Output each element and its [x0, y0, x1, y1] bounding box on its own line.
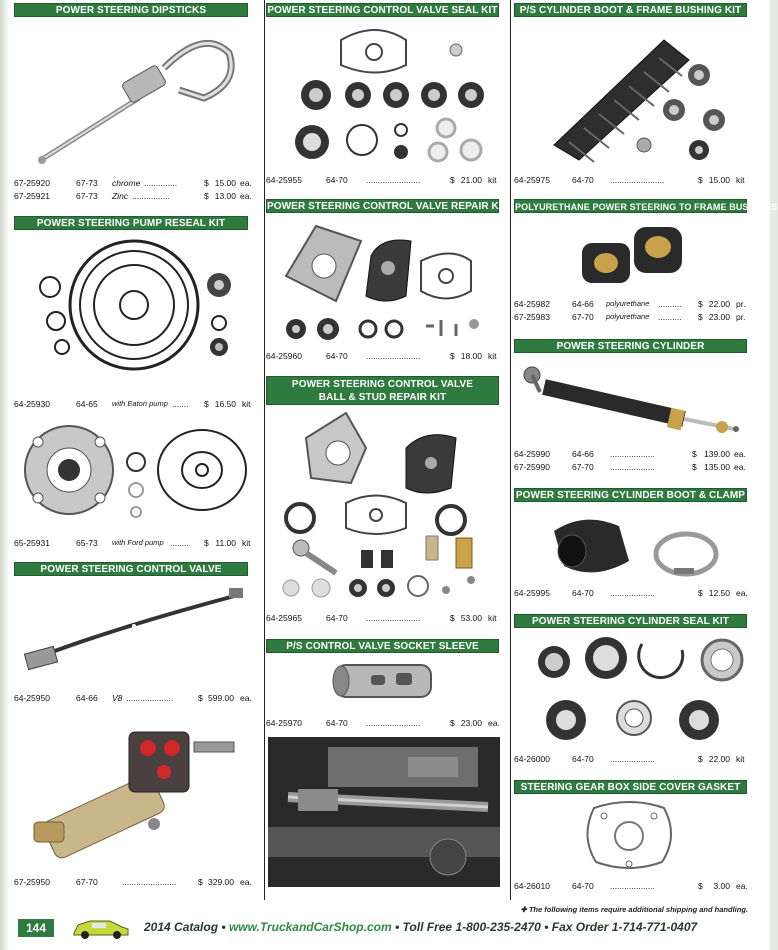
product-row: 67-25983 67-70 polyurethane .......... $ 23.00 pr. [514, 312, 746, 322]
car-logo-icon [70, 915, 132, 941]
ford-pump-reseal-image [14, 420, 254, 530]
column-divider [510, 0, 511, 900]
section-header-pump-reseal: POWER STEERING PUMP RESEAL KIT [14, 216, 248, 230]
side-cover-gasket-image [514, 796, 750, 876]
toll-free-number: 1-800-235-2470 [455, 920, 541, 934]
product-row: 64-26000 64-70 ................... $ 22.00 kit [514, 754, 745, 764]
product-row: 64-25960 64-70 ....................... $ 18.00 kit [266, 351, 497, 361]
product-row: 64-26010 64-70 ................... $ 3.00 ea. [514, 881, 748, 891]
socket-sleeve-image [266, 655, 502, 710]
section-header-valve-seal-kit: POWER STEERING CONTROL VALVE SEAL KIT [267, 5, 498, 16]
catalog-contact-line: 2014 Catalog • www.TruckandCarShop.com • Toll Free 1-800-235-2470 • Fax Order 1-714-771-0407 [144, 920, 698, 934]
product-row: 64-25982 64-66 polyurethane .......... $ 22.00 pr. [514, 299, 746, 309]
product-row: 64-25975 64-70 ....................... $ 15.00 kit [514, 175, 745, 185]
section-header-cylinder: POWER STEERING CYLINDER [514, 339, 747, 353]
product-row: 64-25970 64-70 ....................... $ 23.00 ea. [266, 718, 500, 728]
product-row: 64-25995 64-70 ................... $ 12.50 ea. [514, 588, 748, 598]
website-link[interactable]: www.TruckandCarShop.com [228, 920, 392, 934]
section-header-gasket: STEERING GEAR BOX SIDE COVER GASKET [514, 780, 747, 794]
product-row: 64-25965 64-70 ....................... $ 53.00 kit [266, 613, 497, 623]
ball-stud-kit-image [266, 408, 502, 608]
pump-reseal-kit-image [14, 235, 254, 395]
product-row: 64-25990 64-66 ................... $ 139.00 ea. [514, 449, 746, 459]
section-header-valve-repair-kit: POWER STEERING CONTROL VALVE REPAIR KIT [267, 201, 508, 212]
shipping-footnote: ✚ The following items require additional shipping and handling. [520, 905, 748, 914]
product-row: 64-25950 64-66 V8 .................... $ 599.00 ea. [14, 693, 252, 703]
product-row: 67-25950 67-70 ....................... $ 329.00 ea. [14, 877, 252, 887]
boot-clamp-image [514, 506, 750, 582]
control-valve-image [14, 712, 254, 862]
section-header-boot-clamp: POWER STEERING CYLINDER BOOT & CLAMP [515, 490, 746, 501]
section-header-boot-bushing: P/S CYLINDER BOOT & FRAME BUSHING KIT [514, 3, 747, 17]
section-header-dipsticks: POWER STEERING DIPSTICKS [14, 3, 248, 17]
boot-bushing-kit-image [514, 20, 750, 170]
product-row: 64-25930 64-65 with Eaton pump ....... $ 16.50 kit [14, 399, 251, 409]
fax-number: 1-714-771-0407 [611, 920, 698, 934]
product-row: 67-25920 67-73 chrome .............. $ 15.00 ea. [14, 178, 252, 188]
page-number: 144 [18, 919, 54, 937]
catalog-page [8, 0, 778, 950]
valve-seal-kit-image [266, 20, 502, 170]
installed-steering-photo [268, 737, 500, 887]
section-header-ball-stud: POWER STEERING CONTROL VALVE BALL & STUD REPAIR KIT [266, 376, 499, 405]
cylinder-image [514, 357, 750, 437]
column-divider [264, 0, 265, 900]
section-header-socket-sleeve: P/S CONTROL VALVE SOCKET SLEEVE [266, 639, 499, 653]
plus-icon: ✚ [520, 905, 529, 914]
dipstick-image [14, 28, 254, 168]
cylinder-seal-kit-image [514, 630, 750, 750]
product-row: 67-25990 67-70 ................... $ 135.00 ea. [514, 462, 746, 472]
valve-repair-kit-image [266, 216, 502, 346]
section-header-poly-bushings: POLYURETHANE POWER STEERING TO FRAME BUSHINGS [514, 199, 747, 213]
page-edge [0, 0, 8, 950]
product-row: 64-25955 64-70 ....................... $ 21.00 kit [266, 175, 497, 185]
poly-bushings-image [514, 215, 750, 295]
product-row: 65-25931 65-73 with Ford pump ........ $ 11.00 kit [14, 538, 251, 548]
section-header-control-valve: POWER STEERING CONTROL VALVE [14, 562, 248, 576]
page-footer [8, 903, 770, 950]
product-row: 67-25921 67-73 Zinc ................ $ 13.00 ea. [14, 191, 252, 201]
section-header-cylinder-seal-kit: POWER STEERING CYLINDER SEAL KIT [514, 614, 747, 628]
control-valve-v8-image [14, 580, 254, 680]
